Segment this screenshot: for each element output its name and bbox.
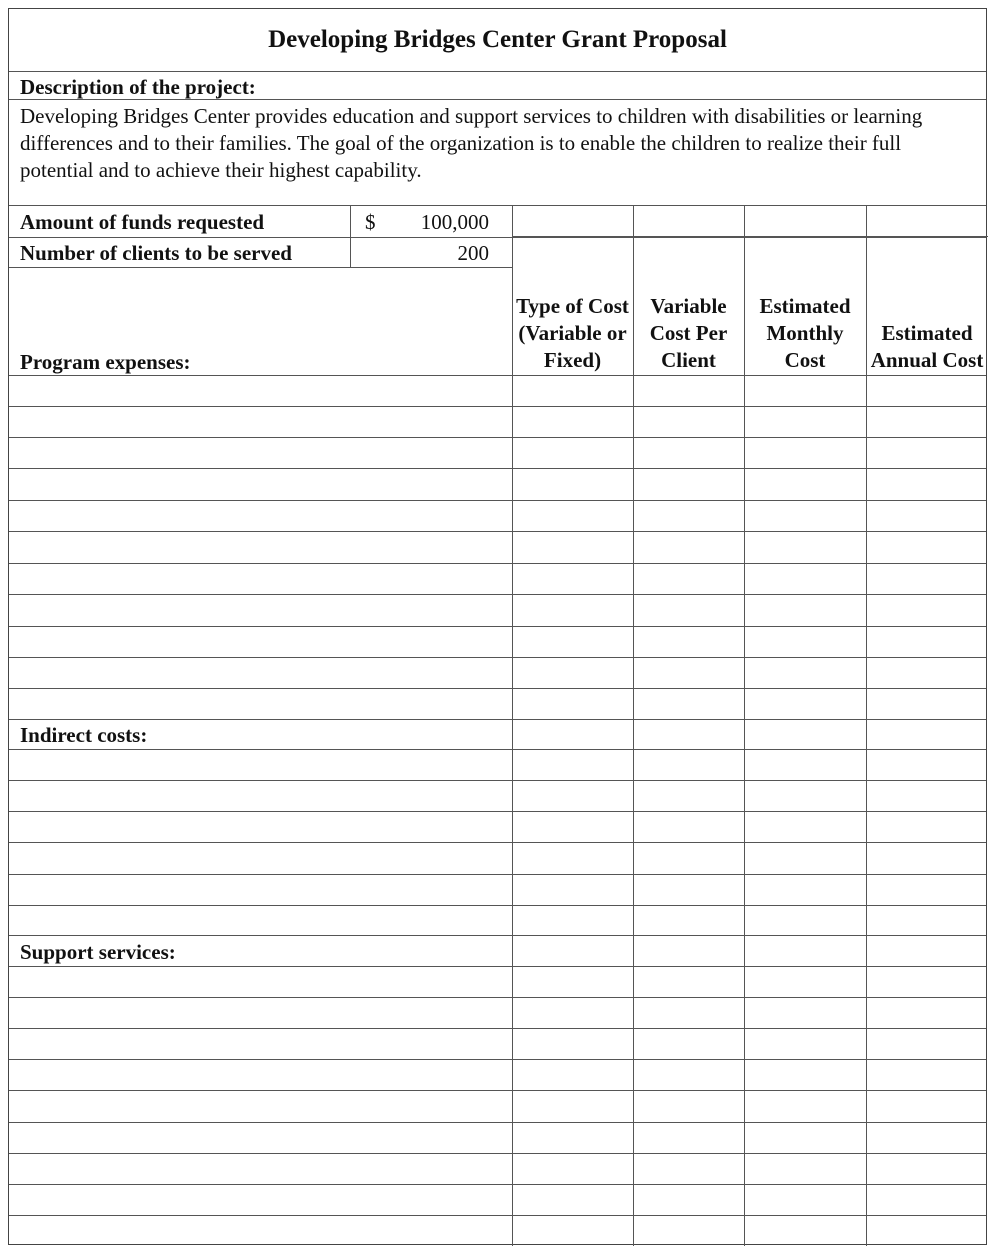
section-indirect-costs: Indirect costs: [20, 723, 148, 747]
divider [350, 205, 351, 267]
funds-value: 100,000 [420, 210, 489, 234]
table-row [9, 1028, 986, 1029]
column-header-estimated-monthly-cost: Estimated Monthly Cost [759, 294, 851, 372]
form-title: Developing Bridges Center Grant Proposal [268, 26, 727, 53]
table-row [9, 626, 986, 627]
table-row [9, 437, 986, 438]
divider [9, 205, 986, 206]
column-header-variable-cost-per-client: Variable Cost Per Client [649, 294, 728, 372]
table-row [9, 749, 986, 750]
table-row [9, 811, 986, 812]
table-row [9, 780, 986, 781]
table-row [9, 531, 986, 532]
table-row [9, 874, 986, 875]
section-program-expenses: Program expenses: [20, 350, 191, 374]
table-row [9, 657, 986, 658]
table-row [9, 468, 986, 469]
table-row [9, 935, 986, 936]
column-header-type-of-cost: Type of Cost (Variable or Fixed) [516, 294, 629, 372]
divider [512, 236, 988, 237]
section-support-services: Support services: [20, 940, 176, 964]
description-label: Description of the project: [20, 75, 256, 99]
table-row [9, 594, 986, 595]
table-row [9, 1215, 986, 1216]
table-row [9, 1122, 986, 1123]
divider [9, 99, 986, 100]
table-row [9, 1184, 986, 1185]
table-row [9, 905, 986, 906]
grant-proposal-form [8, 8, 987, 1245]
table-row [9, 997, 986, 998]
column-header-estimated-annual-cost: Estimated Annual Cost [870, 321, 984, 372]
table-row [9, 1153, 986, 1154]
clients-label: Number of clients to be served [20, 241, 292, 265]
table-row [9, 719, 986, 720]
funds-label: Amount of funds requested [20, 210, 265, 234]
table-row [9, 842, 986, 843]
table-row [9, 1059, 986, 1060]
table-row [9, 688, 986, 689]
divider [9, 71, 986, 72]
divider [9, 267, 512, 268]
table-row [9, 406, 986, 407]
table-row [9, 1090, 986, 1091]
table-row [9, 500, 986, 501]
table-row [9, 966, 986, 967]
description-text: Developing Bridges Center provides education and support services to children with disabilities or learning differences and to their families. The goal of the organization is to enable the children to realize their full potential and to achieve their highest capability. [20, 104, 923, 182]
table-row [9, 563, 986, 564]
funds-currency: $ [365, 210, 376, 234]
table-row [9, 375, 986, 376]
clients-value: 200 [457, 241, 489, 265]
divider [9, 237, 986, 238]
